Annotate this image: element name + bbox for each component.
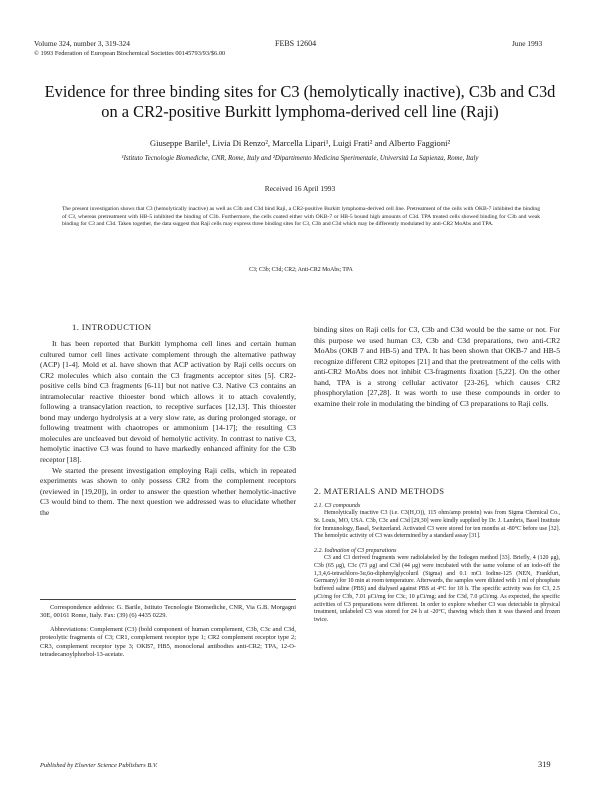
received-date: Received 16 April 1993 [264,184,336,193]
publisher-line: Published by Elsevier Science Publishers B.V. [40,762,158,769]
section-heading-methods: 2. MATERIALS AND METHODS [314,486,445,496]
journal-id: FEBS 12604 [275,39,317,48]
subsection-heading-c3-compounds: 2.1. C3 compounds [314,503,361,509]
journal-date: June 1993 [512,39,543,48]
keywords: C3; C3b; C3d; CR2; Anti-CR2 MoAbs; TPA [249,267,353,273]
methods-body [314,502,560,625]
subsection-heading-iodination: 2.2. Iodination of C3 preparations [314,548,397,554]
affiliations: ¹Istituto Tecnologie Biomediche, CNR, Rome, Italy and ²Dipartimento Medicina Sperimentale, Università La Sapienza, Rome, Italy [121,155,479,162]
page-number: 319 [538,760,551,769]
intro-paragraph-3: binding sites on Raji cells for C3, C3b and C3d would be the same or not. For this purpose we used human C3, C3b and C3d preparations, two anti-CR2 MoAbs (OKB 7 and HB-5) and TPA. It has been shown that OKB-7 and HB-5 recognize different CR2 epitopes [21] and that the pretreatment of the cells with anti-CR2 MoAbs does not inhibit C3-fragments fixation [5,22]. On the other hand, TPA is a strong cellular activator [23-26], which causes CR2 phosphorylation [27,28]. It was worth to use these compounds in order to examine their role in modulating the binding of C3 preparations to Raji cells. [314,325,560,408]
article-title: Evidence for three binding sites for C3 (hemolytically inactive), C3b and C3d on a CR2-positive Burkitt lymphoma-derived cell line (Raji) [44,82,556,121]
intro-paragraph-2: We started the present investigation employing Raji cells, which in repeated experiments was shown to only possess CR2 from the complement receptors (reviewed in [19,20]), in order to answer the question whether hemolytic-inactive C3 would bind to them. The next question we addressed was to elucidate whether the [40,465,296,517]
footnote-divider [40,599,296,600]
author-list: Giuseppe Barile¹, Livia Di Renzo², Marcella Lipari¹, Luigi Frati² and Alberto Faggioni² [149,138,451,148]
abstract: The present investigation shows that C3 (hemolytically inactive) as well as C3b and C3d bind Raji, a CR2-positive Burkitt lymphoma-derived cell line. Pretreatment of the cells with OKB-7 inhibited the binding of C3, whereas pretreatment with HB-5 inhibited the binding of C3b. Furthermore, the cells coated either with OKB-7 or HB-5 bound high amounts of C3d. TPA treated cells showed binding for C3b and weak binding for C3 and C3d. Taken together, the data suggest that Raji cells may express three binding sites for C3, C3b and C3d which may be differently modulated by anti-CR2 MoAbs and TPA. [62,206,540,228]
methods-paragraph-1: Hemolytically inactive C3 (i.e. C3(H₂O)), 115 ohm/amp protein) was from Sigma Chemical Co., St. Louis, MO, USA. C3b, C3c and C3d [29,30] were kindly supplied by Dr. J. Lambris, Basel Institute for Immunology, Basel, Switzerland. Activated C3 were stored for ten months at -80°C before use [32]. The hemolytic activity of C3 was determined by a standard assay [31]. [314,510,560,540]
abbreviations: Abbreviations: Complement (C3) (bold component of human complement, C3b, C3c and C3d, proteolytic fragments of C3; CR1, complement receptor type 1; CR2 complement receptor type 2; CR3, complement receptor type 3; OKB7, HB5, monoclonal antibodies anti-CR2; TPA, 12-O-tetradecanoylphorbol-13-acetate. [40,625,296,659]
correspondence-address: Correspondence address: G. Barile, Istituto Tecnologie Biomediche, CNR, Via G.B. Morgagni 30E, 00161 Rome, Italy. Fax: (39) (6) 4435 0229. [40,604,296,620]
left-column-text [40,339,296,518]
intro-continued [314,325,560,409]
section-heading-introduction: 1. INTRODUCTION [72,322,152,332]
footnotes [40,604,296,664]
copyright-line: © 1993 Federation of European Biochemical Societies 00145793/93/$6.00 [34,50,226,57]
intro-paragraph-1: It has been reported that Burkitt lymphoma cell lines and certain human cultured tumor cell lines activate complement through the alternative pathway (ACP) [1-4]. Mold et al. have shown that ACP activation by Raji cells occurs on CR2 molecules which also contain the C3 fragments acceptor sites [5]. CR2-positive cells bind C3 fragments [6-11] but not native C3. Native C3 contains an intramolecular reactive thioester bond which allows it to attach covalently, following a transacylation reaction, to receptive surfaces [12,13]. This thioester bond may undergo hydrolysis at a very slow rate, as during prolonged storage, or following treatment with chaotropes or ammonium [14-17]; the resulting C3 molecules are uncleaved but devoid of hemolytic activity. In contrast to native C3, hemolytic inactive C3 was found to have markedly enhanced affinity for the C3b receptor [18]. [40,339,296,465]
methods-text-1 [314,510,560,541]
journal-volume: Volume 324, number 3, 319-324 [34,39,130,48]
methods-paragraph-2: C3 and C3 derived fragments were radiolabeled by the Iodogen method [33]. Briefly, 4 (120 μg), C3b (65 μg), C3c (73 μg) and C3d (44 μg) were incubated with the same volume of an iodo-off the 1,3,4,6-tetrachloro-3α,6α-diphenylglycoluril (Sigma) and 0.1 mCi Iodine-125 (NEN, Frankfurt, Germany) for 10 min at room temperature. Afterwards, the samples were diluted with 1 ml of phosphate buffered saline (PBS) and dialysed against PBS at 4°C for 18 h. The specific activity was for C3, 2.5 μCi/mg for C3b, 7.01 μCi/mg for C3c, 10 μCi/mg; and for C3d, 7.0 μCi/mg. As expected, the specific activities of C3 preparations were different. In order to explore whether C3 was detectable in physical treatment, unlabeled C3 was stored for 24 h at -20°C, thawing which then it was thawed and frozen twice. [314,555,560,623]
methods-text-2 [314,555,560,625]
